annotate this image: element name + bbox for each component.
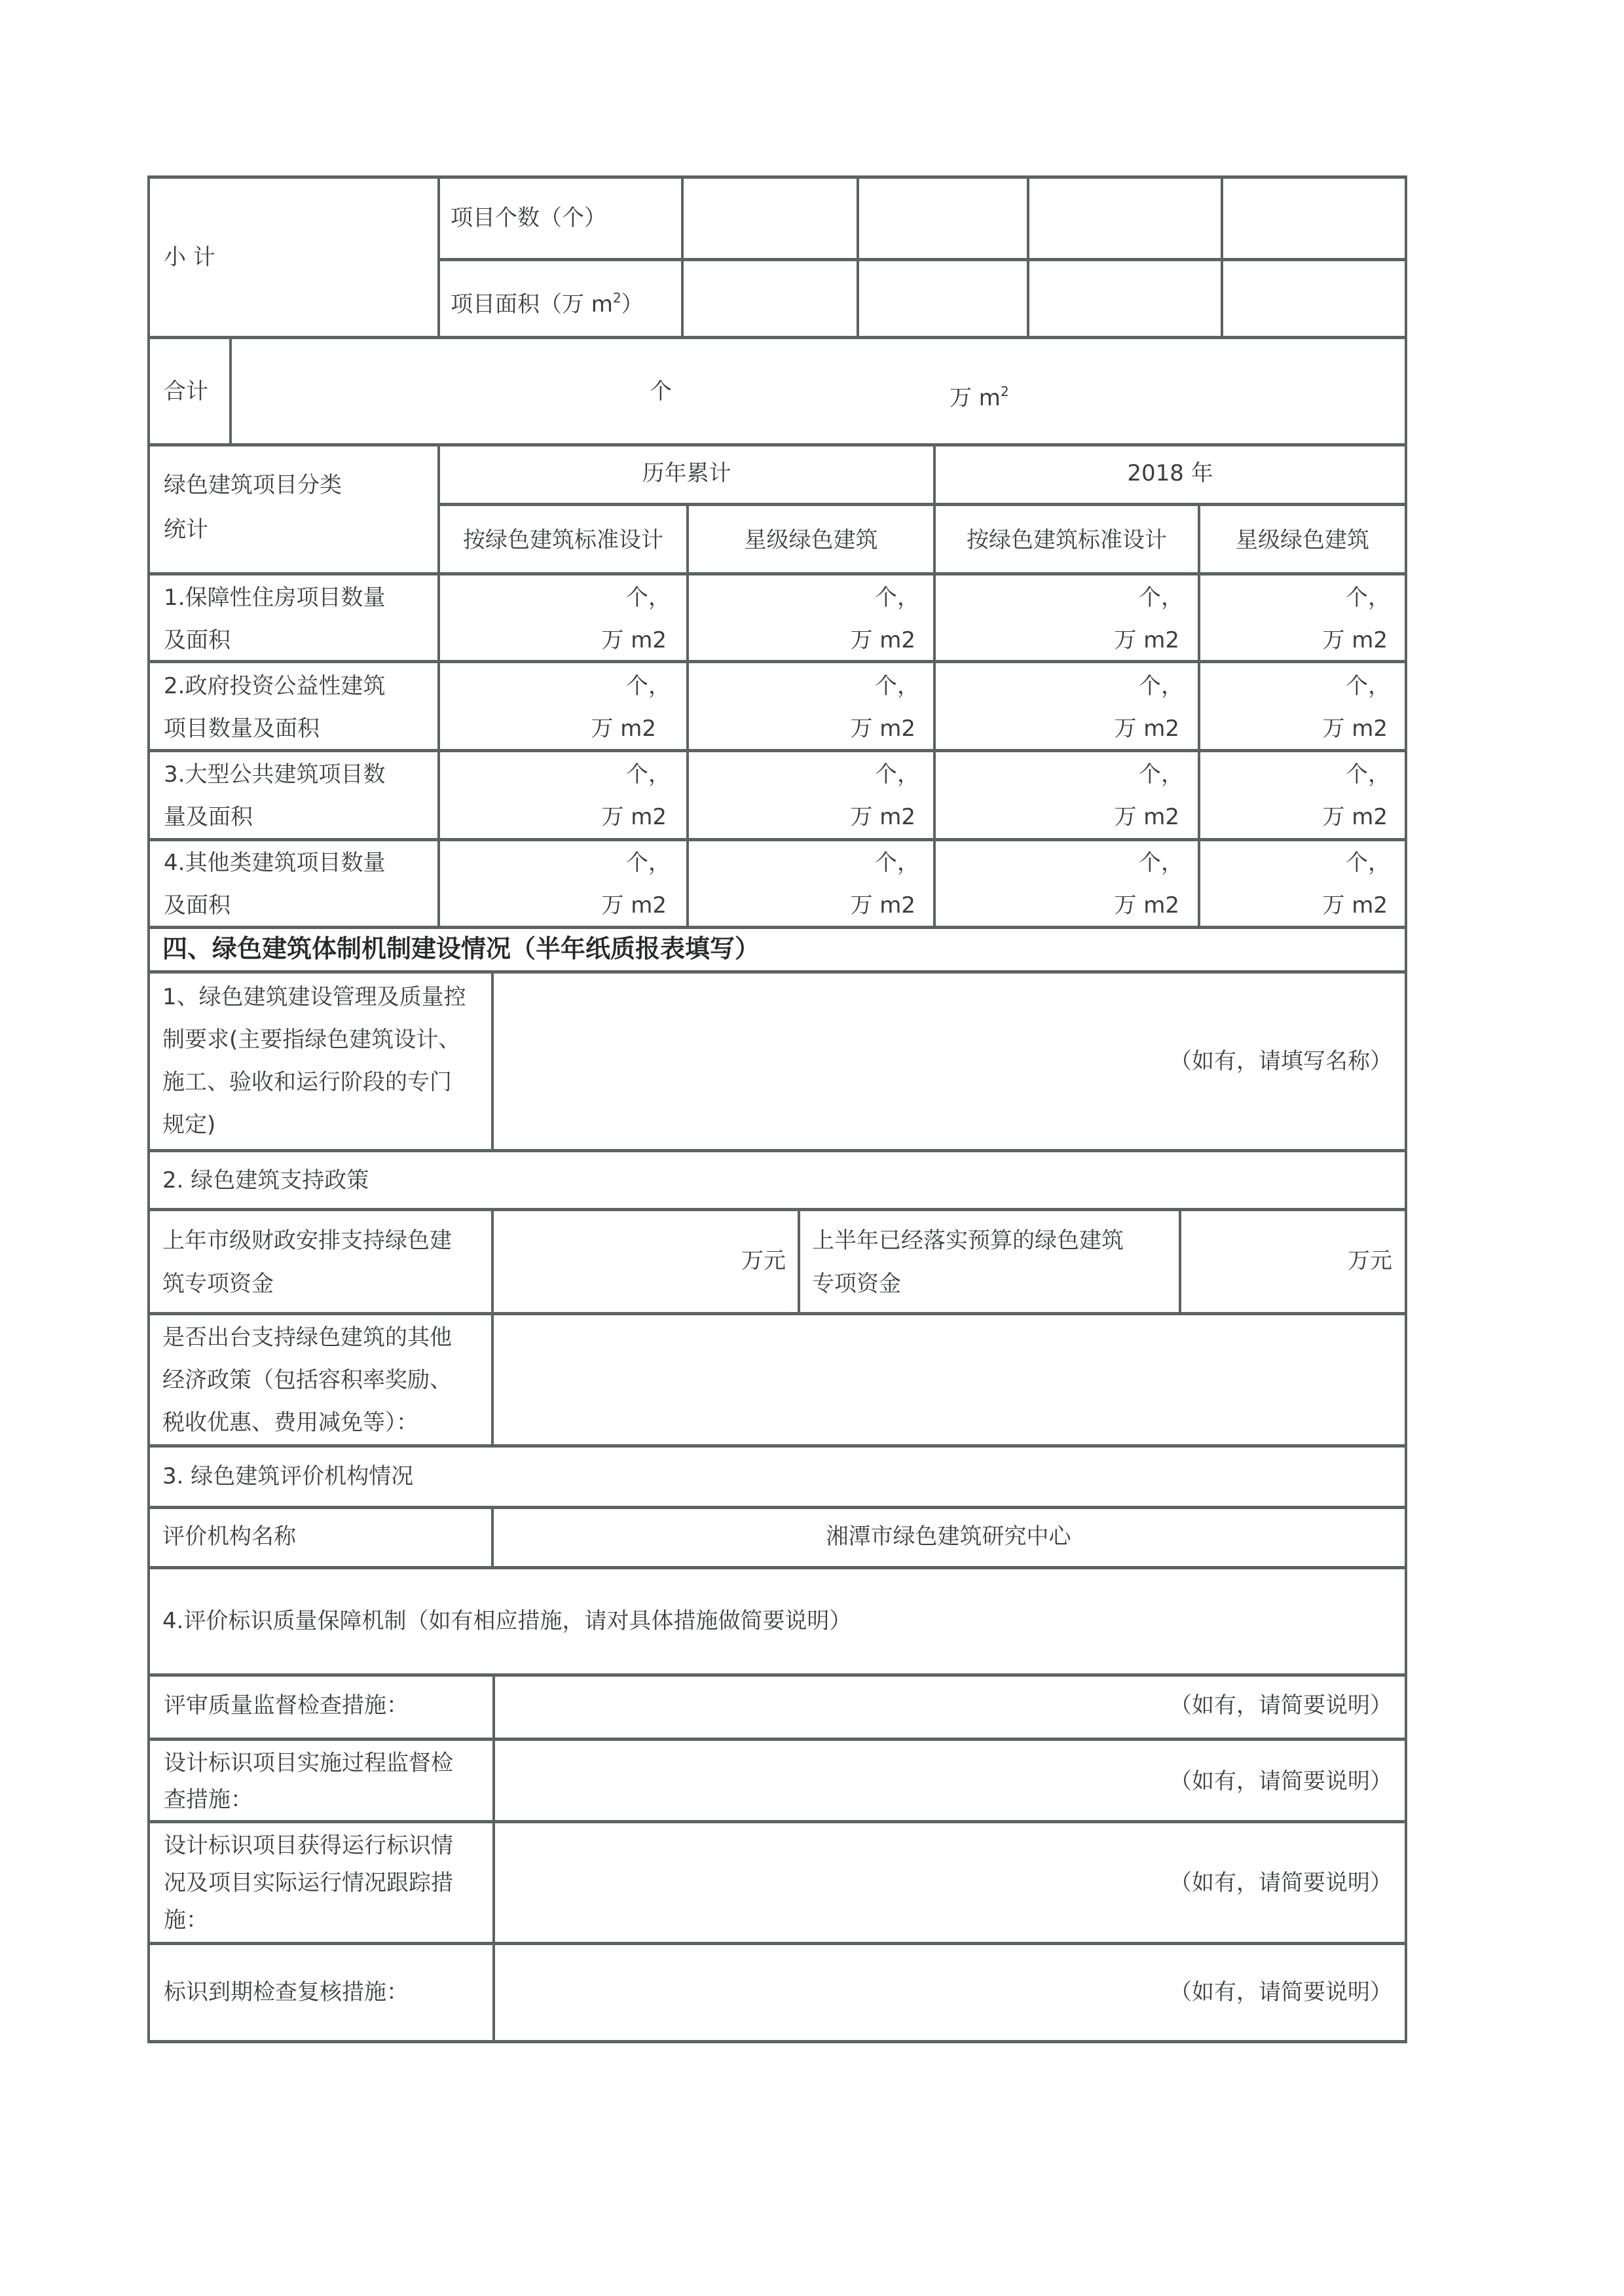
- unit-area[interactable]: 万 m2: [850, 627, 915, 653]
- subtotal-count-cell-2[interactable]: [859, 177, 1024, 257]
- table-border-right: [1405, 175, 1407, 2043]
- fund-last-year-label: 筑专项资金: [162, 1271, 274, 1297]
- total-label: 合计: [164, 378, 208, 405]
- other-policy-label: 税收优惠、费用减免等）：: [162, 1410, 418, 1436]
- subtotal-label: 小 计: [164, 244, 215, 270]
- unit-count[interactable]: 个，: [1139, 850, 1183, 876]
- unit-area[interactable]: 万 m2: [1114, 716, 1179, 742]
- unit-area[interactable]: 万 m2: [591, 716, 656, 742]
- row-label-line2: 及面积: [164, 892, 231, 919]
- row-label-line2: 及面积: [164, 627, 231, 653]
- unit-count[interactable]: 个，: [875, 585, 919, 611]
- col-divider: [491, 1208, 494, 1315]
- unit-count[interactable]: 个，: [875, 673, 919, 699]
- unit-area[interactable]: 万 m2: [1114, 804, 1179, 830]
- group-year: 2018 年: [1127, 460, 1213, 486]
- unit-count[interactable]: 个，: [1139, 585, 1183, 611]
- measure-label: 查措施：: [164, 1787, 253, 1813]
- item1-input-hint[interactable]: （如有，请填写名称）: [1170, 1048, 1392, 1074]
- table-border-bottom: [147, 2040, 1407, 2043]
- col-divider: [491, 970, 494, 1152]
- unit-area[interactable]: 万 m2: [601, 892, 667, 919]
- unit-area[interactable]: 万 m2: [1322, 627, 1388, 653]
- col-divider: [437, 175, 440, 339]
- unit-count[interactable]: 个，: [875, 761, 919, 788]
- unit-area[interactable]: 万 m2: [850, 804, 915, 830]
- measure-label: 设计标识项目实施过程监督检: [164, 1750, 453, 1776]
- count-label: 项目个数（个）: [451, 205, 606, 231]
- item1-label-line: 1、绿色建筑建设管理及质量控: [162, 984, 466, 1010]
- measure-label: 标识到期检查复核措施：: [164, 1979, 409, 2005]
- group-cumulative: 历年累计: [642, 460, 731, 486]
- unit-count[interactable]: 个，: [875, 850, 919, 876]
- row-label-line1: 1.保障性住房项目数量: [164, 585, 386, 611]
- row-divider: [147, 1312, 1407, 1315]
- measure-input-hint[interactable]: （如有，请简要说明）: [1170, 1692, 1392, 1719]
- row-divider: [147, 1566, 1407, 1569]
- area-label: 项目面积（万 $m^2$）: [451, 290, 644, 318]
- unit-area[interactable]: 万 m2: [850, 716, 915, 742]
- item4-title: 4.评价标识质量保障机制（如有相应措施，请对具体措施做简要说明）: [162, 1608, 852, 1634]
- row-label-line1: 2.政府投资公益性建筑: [164, 673, 386, 699]
- col-divider: [1179, 1208, 1181, 1315]
- measure-label: 施：: [164, 1907, 208, 1933]
- fund-half-year-unit[interactable]: 万元: [1348, 1248, 1392, 1274]
- subtotal-area-cell-2[interactable]: [859, 261, 1024, 335]
- unit-count[interactable]: 个，: [1346, 585, 1390, 611]
- unit-count[interactable]: 个，: [1346, 673, 1390, 699]
- col-divider: [491, 1506, 494, 1569]
- row-divider: [147, 336, 1407, 339]
- measure-label: 评审质量监督检查措施：: [164, 1692, 409, 1719]
- classification-label-line2: 统计: [164, 517, 208, 543]
- row-divider: [437, 503, 1407, 506]
- col-divider: [798, 1208, 800, 1315]
- subtotal-area-cell-1[interactable]: [684, 261, 855, 335]
- measure-label: 况及项目实际运行情况跟踪措: [164, 1870, 453, 1896]
- unit-count[interactable]: 个，: [1139, 673, 1183, 699]
- classification-label-line1: 绿色建筑项目分类: [164, 472, 342, 498]
- col-star-year: 星级绿色建筑: [1236, 527, 1369, 553]
- unit-count[interactable]: 个，: [1346, 761, 1390, 788]
- row-divider: [147, 1444, 1407, 1448]
- subtotal-count-cell-1[interactable]: [684, 177, 855, 257]
- row-divider: [147, 1820, 1407, 1823]
- row-divider: [147, 1942, 1407, 1945]
- fund-last-year-unit[interactable]: 万元: [741, 1248, 786, 1274]
- row-divider: [147, 1208, 1407, 1211]
- row-label-line1: 3.大型公共建筑项目数: [164, 761, 386, 788]
- unit-count[interactable]: 个，: [626, 585, 671, 611]
- row-label-line2: 量及面积: [164, 804, 253, 830]
- item1-label-line: 施工、验收和运行阶段的专门: [162, 1069, 452, 1095]
- col-divider: [681, 175, 684, 339]
- total-area-unit: 万 $m^2$: [950, 384, 1009, 411]
- other-policy-label: 经济政策（包括容积率奖励、: [162, 1367, 452, 1393]
- unit-count[interactable]: 个，: [626, 673, 671, 699]
- row-divider: [147, 970, 1407, 974]
- subtotal-area-cell-3[interactable]: [1029, 261, 1219, 335]
- unit-count[interactable]: 个，: [1346, 850, 1390, 876]
- item1-label-line: 规定): [162, 1112, 216, 1138]
- unit-area[interactable]: 万 m2: [1322, 892, 1388, 919]
- row-divider: [147, 1673, 1407, 1677]
- fund-half-year-label: 上半年已经落实预算的绿色建筑: [812, 1228, 1124, 1254]
- unit-area[interactable]: 万 m2: [850, 892, 915, 919]
- col-divider: [229, 336, 232, 446]
- row-divider: [147, 443, 1407, 446]
- row-divider: [147, 1506, 1407, 1509]
- unit-area[interactable]: 万 m2: [1114, 892, 1179, 919]
- fund-last-year-label: 上年市级财政安排支持绿色建: [162, 1228, 452, 1254]
- measure-input-hint[interactable]: （如有，请简要说明）: [1170, 1870, 1392, 1896]
- item3-title: 3. 绿色建筑评价机构情况: [162, 1463, 414, 1489]
- section4-heading: 四、绿色建筑体制机制建设情况（半年纸质报表填写）: [162, 934, 760, 963]
- evaluation-org-value[interactable]: 湘潭市绿色建筑研究中心: [826, 1523, 1071, 1550]
- unit-area[interactable]: 万 m2: [601, 627, 667, 653]
- row-divider: [147, 572, 1407, 575]
- row-label-line1: 4.其他类建筑项目数量: [164, 850, 386, 876]
- table-border-left: [147, 175, 150, 2043]
- unit-count[interactable]: 个，: [626, 850, 671, 876]
- other-policy-input[interactable]: [495, 1316, 1402, 1442]
- measure-label: 设计标识项目获得运行标识情: [164, 1832, 453, 1859]
- col-divider: [492, 1673, 495, 2043]
- item2-title: 2. 绿色建筑支持政策: [162, 1167, 369, 1194]
- unit-count[interactable]: 个，: [1139, 761, 1183, 788]
- col-standard-year: 按绿色建筑标准设计: [967, 527, 1167, 553]
- fund-half-year-label: 专项资金: [812, 1271, 901, 1297]
- other-policy-label: 是否出台支持绿色建筑的其他: [162, 1324, 452, 1351]
- col-star-cumulative: 星级绿色建筑: [744, 527, 878, 553]
- unit-area[interactable]: 万 m2: [1322, 716, 1388, 742]
- measure-input-hint[interactable]: （如有，请简要说明）: [1170, 1768, 1392, 1795]
- row-divider: [147, 1149, 1407, 1152]
- subtotal-count-cell-3[interactable]: [1029, 177, 1219, 257]
- unit-area[interactable]: 万 m2: [1114, 627, 1179, 653]
- row-divider: [147, 1738, 1407, 1741]
- subtotal-area-cell-4[interactable]: [1223, 261, 1403, 335]
- item1-label-line: 制要求(主要指绿色建筑设计、: [162, 1027, 461, 1053]
- col-divider: [491, 1312, 494, 1448]
- subtotal-count-cell-4[interactable]: [1223, 177, 1403, 257]
- row-label-line2: 项目数量及面积: [164, 716, 320, 742]
- evaluation-org-label: 评价机构名称: [162, 1523, 296, 1550]
- unit-area[interactable]: 万 m2: [601, 804, 667, 830]
- total-count-unit: 个: [650, 378, 672, 405]
- col-standard-cumulative: 按绿色建筑标准设计: [463, 527, 663, 553]
- unit-count[interactable]: 个，: [626, 761, 671, 788]
- unit-area[interactable]: 万 m2: [1322, 804, 1388, 830]
- measure-input-hint[interactable]: （如有，请简要说明）: [1170, 1979, 1392, 2005]
